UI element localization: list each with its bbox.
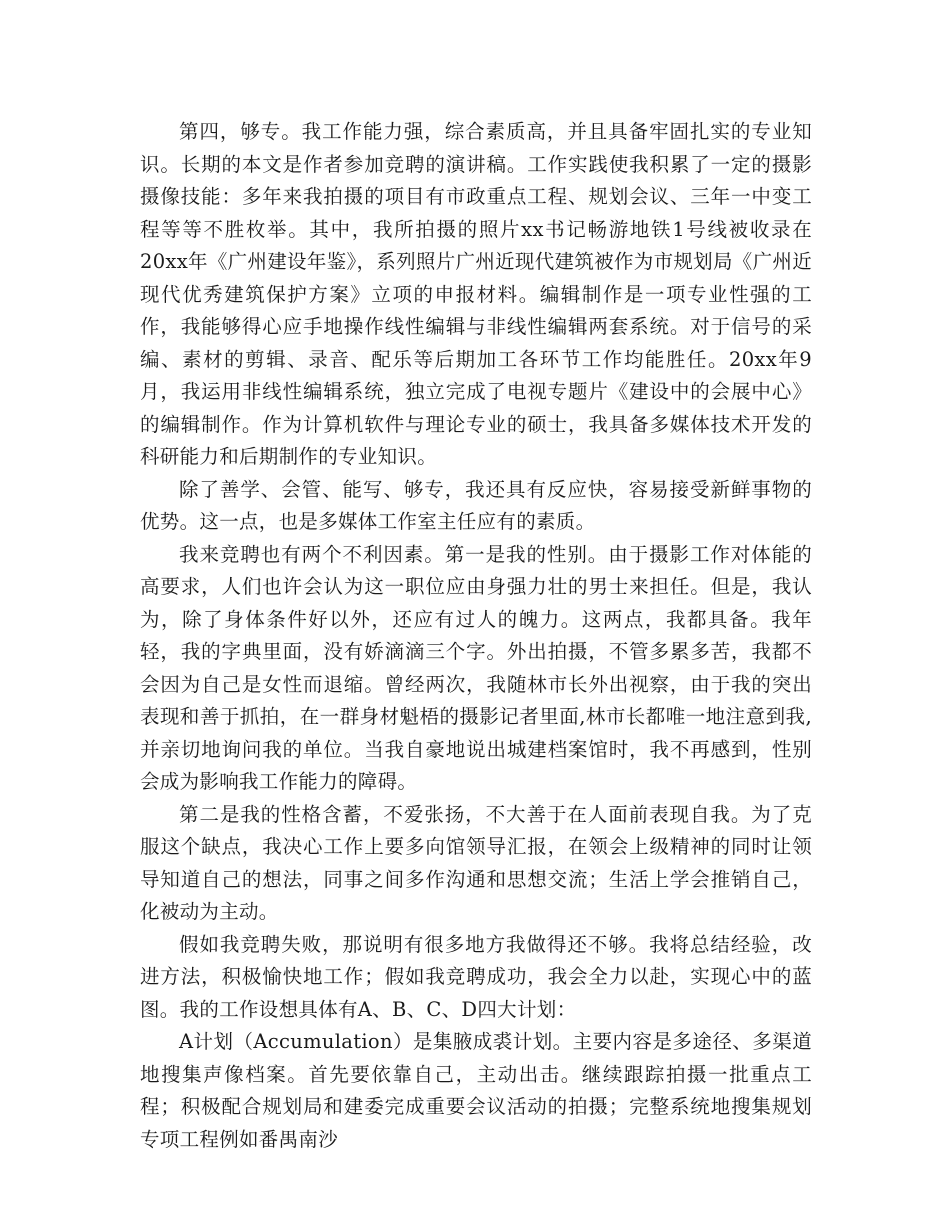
paragraph-5: 假如我竞聘失败，那说明有很多地方我做得还不够。我将总结经验，改进方法，积极愉快地工作；假如我竞聘成功，我会全力以赴，实现心中的蓝图。我的工作设想具体有A、B、C、D四大计划： [140,932,812,1021]
paragraph-2: 除了善学、会管、能写、够专，我还具有反应快，容易接受新鲜事物的优势。这一点，也是多媒体工作室主任应有的素质。 [140,477,812,533]
document-body [140,116,812,1156]
paragraph-6: A计划（Accumulation）是集腋成裘计划。主要内容是多途径、多渠道地搜集声像档案。首先要依靠自己，主动出击。继续跟踪拍摄一批重点工程；积极配合规划局和建委完成重要会议活动的拍摄；完整系统地搜集规划专项工程例如番禺南沙 [140,1030,812,1151]
paragraph-1: 第四，够专。我工作能力强，综合素质高，并且具备牢固扎实的专业知识。长期的本文是作者参加竞聘的演讲稿。工作实践使我积累了一定的摄影摄像技能：多年来我拍摄的项目有市政重点工程、规划会议、三年一中变工程等等不胜枚举。其中，我所拍摄的照片xx书记畅游地铁1号线被收录在20xx年《广州建设年鉴》，系列照片广州近现代建筑被作为市规划局《广州近现代优秀建筑保护方案》立项的申报材料。编辑制作是一项专业性强的工作，我能够得心应手地操作线性编辑与非线性编辑两套系统。对于信号的采编、素材的剪辑、录音、配乐等后期加工各环节工作均能胜任。20xx年9月，我运用非线性编辑系统，独立完成了电视专题片《建设中的会展中心》的编辑制作。作为计算机软件与理论专业的硕士，我具备多媒体技术开发的科研能力和后期制作的专业知识。 [140,120,812,468]
paragraph-4: 第二是我的性格含蓄，不爱张扬，不大善于在人面前表现自我。为了克服这个缺点，我决心工作上要多向馆领导汇报，在领会上级精神的同时让领导知道自己的想法，同事之间多作沟通和思想交流；生活上学会推销自己，化被动为主动。 [140,802,812,923]
paragraph-3: 我来竞聘也有两个不利因素。第一是我的性别。由于摄影工作对体能的高要求，人们也许会认为这一职位应由身强力壮的男士来担任。但是，我认为，除了身体条件好以外，还应有过人的魄力。这两点，我都具备。我年轻，我的字典里面，没有娇滴滴三个字。外出拍摄，不管多累多苦，我都不会因为自己是女性而退缩。曾经两次，我随林市长外出视察，由于我的突出表现和善于抓拍，在一群身材魁梧的摄影记者里面,林市长都唯一地注意到我,并亲切地询问我的单位。当我自豪地说出城建档案馆时，我不再感到，性别会成为影响我工作能力的障碍。 [140,542,812,793]
